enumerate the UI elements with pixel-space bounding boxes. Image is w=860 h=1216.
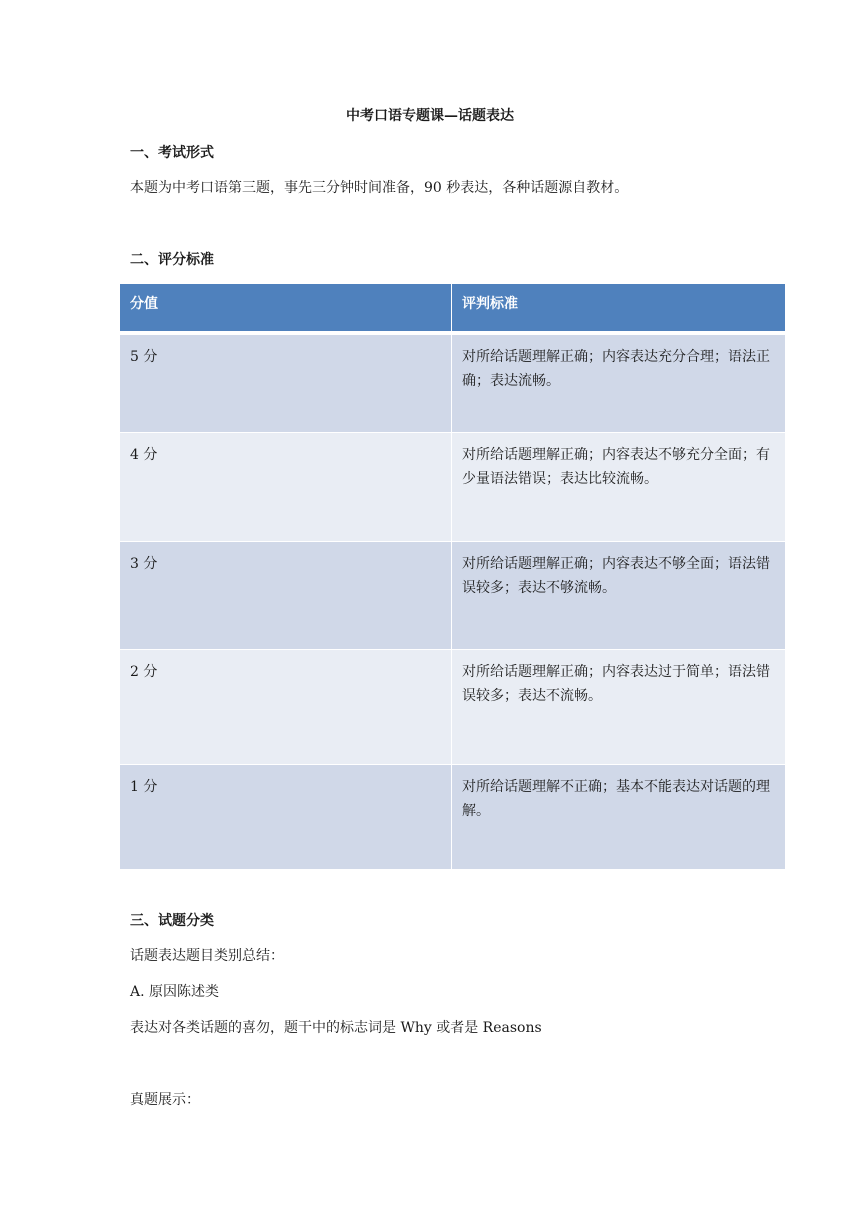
score-cell: 3 分 <box>120 541 452 649</box>
criteria-cell: 对所给话题理解正确；内容表达不够充分全面；有少量语法错误；表达比较流畅。 <box>452 432 785 541</box>
category-a-description: 表达对各类话题的喜勿，题干中的标志词是 Why 或者是 Reasons <box>130 1020 542 1036</box>
criteria-cell: 对所给话题理解正确；内容表达不够全面；语法错误较多；表达不够流畅。 <box>452 541 785 649</box>
table-row <box>120 764 785 869</box>
table-row <box>120 334 785 432</box>
examples-label: 真题展示： <box>130 1092 200 1108</box>
scoring-criteria-table <box>120 284 785 869</box>
exam-format-text: 本题为中考口语第三题，事先三分钟时间准备，90 秒表达，各种话题源自教材。 <box>130 180 629 196</box>
column-header-score: 分值 <box>120 284 452 334</box>
section-heading-question-types: 三、试题分类 <box>130 913 214 929</box>
category-a-label: A. 原因陈述类 <box>130 984 220 1000</box>
section-heading-exam-format: 一、考试形式 <box>130 145 214 161</box>
table-row <box>120 649 785 764</box>
table-row <box>120 541 785 649</box>
score-cell: 2 分 <box>120 649 452 764</box>
category-summary-text: 话题表达题目类别总结： <box>130 948 284 964</box>
column-header-criteria: 评判标准 <box>452 284 785 334</box>
table-header-row <box>120 284 785 334</box>
section-heading-scoring: 二、评分标准 <box>130 252 214 268</box>
score-cell: 1 分 <box>120 764 452 869</box>
criteria-cell: 对所给话题理解正确；内容表达过于简单；语法错误较多；表达不流畅。 <box>452 649 785 764</box>
score-cell: 4 分 <box>120 432 452 541</box>
table-row <box>120 432 785 541</box>
criteria-cell: 对所给话题理解正确；内容表达充分合理；语法正确；表达流畅。 <box>452 334 785 432</box>
page-title: 中考口语专题课—话题表达 <box>346 108 514 124</box>
criteria-cell: 对所给话题理解不正确；基本不能表达对话题的理解。 <box>452 764 785 869</box>
score-cell: 5 分 <box>120 334 452 432</box>
